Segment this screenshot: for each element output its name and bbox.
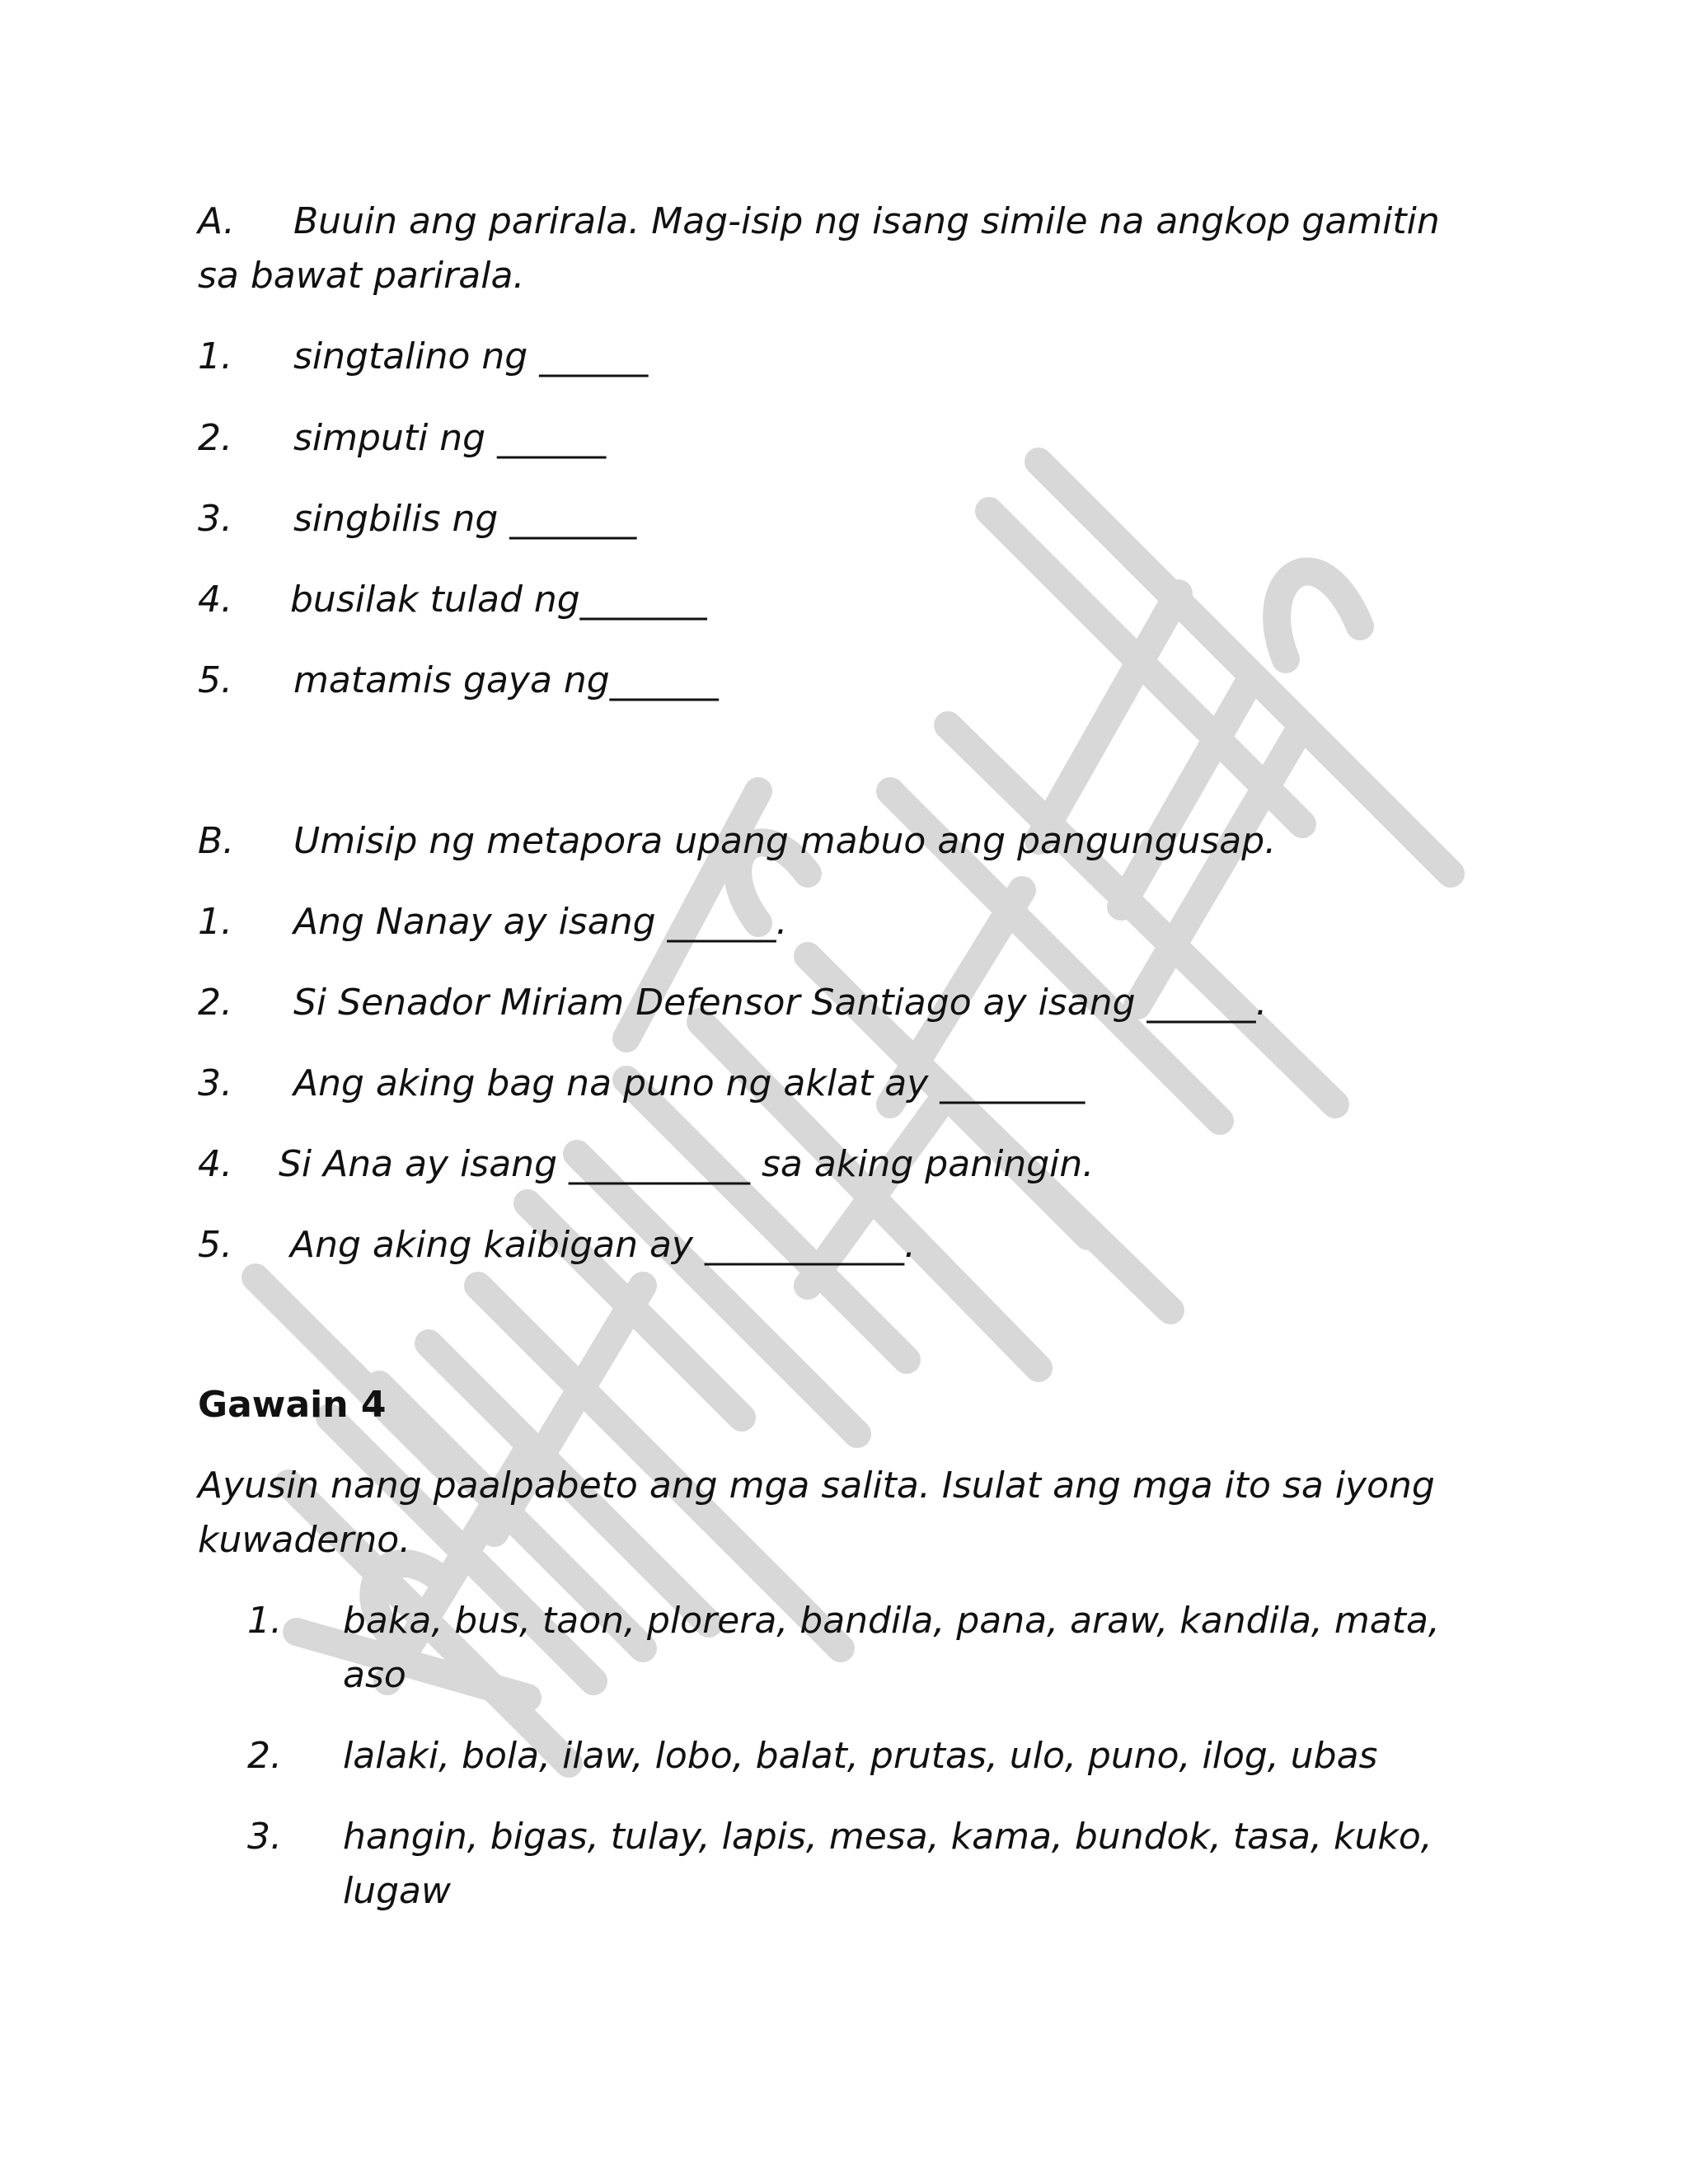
gawain-instruction: Ayusin nang paalpabeto ang mga salita. Isulat ang mga ito sa iyong kuwaderno.	[198, 1465, 1435, 1561]
section-a-item-text: singbilis ng _______	[293, 498, 637, 540]
gawain-item-number: 3.	[247, 1816, 282, 1858]
section-b-item-text: Ang Nanay ay isang ______.	[293, 901, 788, 943]
section-a-item-text: matamis gaya ng______	[293, 659, 719, 701]
section-b-label: B.	[198, 820, 235, 862]
gawain-item-number: 2.	[247, 1735, 282, 1777]
section-b-item-number: 5.	[198, 1224, 232, 1266]
section-b-instruction: Umisip ng metapora upang mabuo ang pangungusap.	[293, 820, 1277, 862]
section-b-item-text: Si Senador Miriam Defensor Santiago ay isang ______.	[293, 982, 1268, 1024]
section-a-item-text: singtalino ng ______	[293, 335, 649, 377]
section-b-item-text: Si Ana ay isang __________ sa aking paningin.	[279, 1143, 1095, 1185]
section-a-item-number: 5.	[198, 659, 232, 701]
section-a-item-number: 3.	[198, 498, 232, 540]
section-b-item-number: 4.	[198, 1143, 232, 1185]
section-b-item-number: 2.	[198, 982, 232, 1024]
section-a-item-number: 1.	[198, 335, 232, 377]
section-a-item-number: 2.	[198, 417, 232, 459]
section-a-item-text: simputi ng ______	[293, 417, 607, 459]
gawain-title: Gawain 4	[198, 1384, 387, 1426]
section-a-label: A.	[198, 200, 235, 242]
section-a-item-text: busilak tulad ng_______	[290, 579, 707, 621]
gawain-item-number: 1.	[247, 1600, 282, 1642]
section-a-item-number: 4.	[198, 579, 232, 621]
section-b-item-text: Ang aking bag na puno ng aklat ay ________	[293, 1062, 1085, 1104]
gawain-item-text: hangin, bigas, tulay, lapis, mesa, kama, bundok, tasa, kuko, lugaw	[343, 1816, 1432, 1912]
section-b-item-number: 3.	[198, 1062, 232, 1104]
gawain-item-text: baka, bus, taon, plorera, bandila, pana, araw, kandila, mata, aso	[343, 1600, 1440, 1696]
section-a-instruction-text: Buuin ang parirala. Mag-isip ng isang simile na angkop gamitin sa bawat parirala.	[198, 200, 1440, 297]
gawain-item-text: lalaki, bola, ilaw, lobo, balat, prutas, ulo, puno, ilog, ubas	[343, 1735, 1378, 1777]
section-b-item-number: 1.	[198, 901, 232, 943]
section-b-item-text: Ang aking kaibigan ay ___________.	[290, 1224, 916, 1266]
section-a-instruction	[198, 194, 1484, 303]
